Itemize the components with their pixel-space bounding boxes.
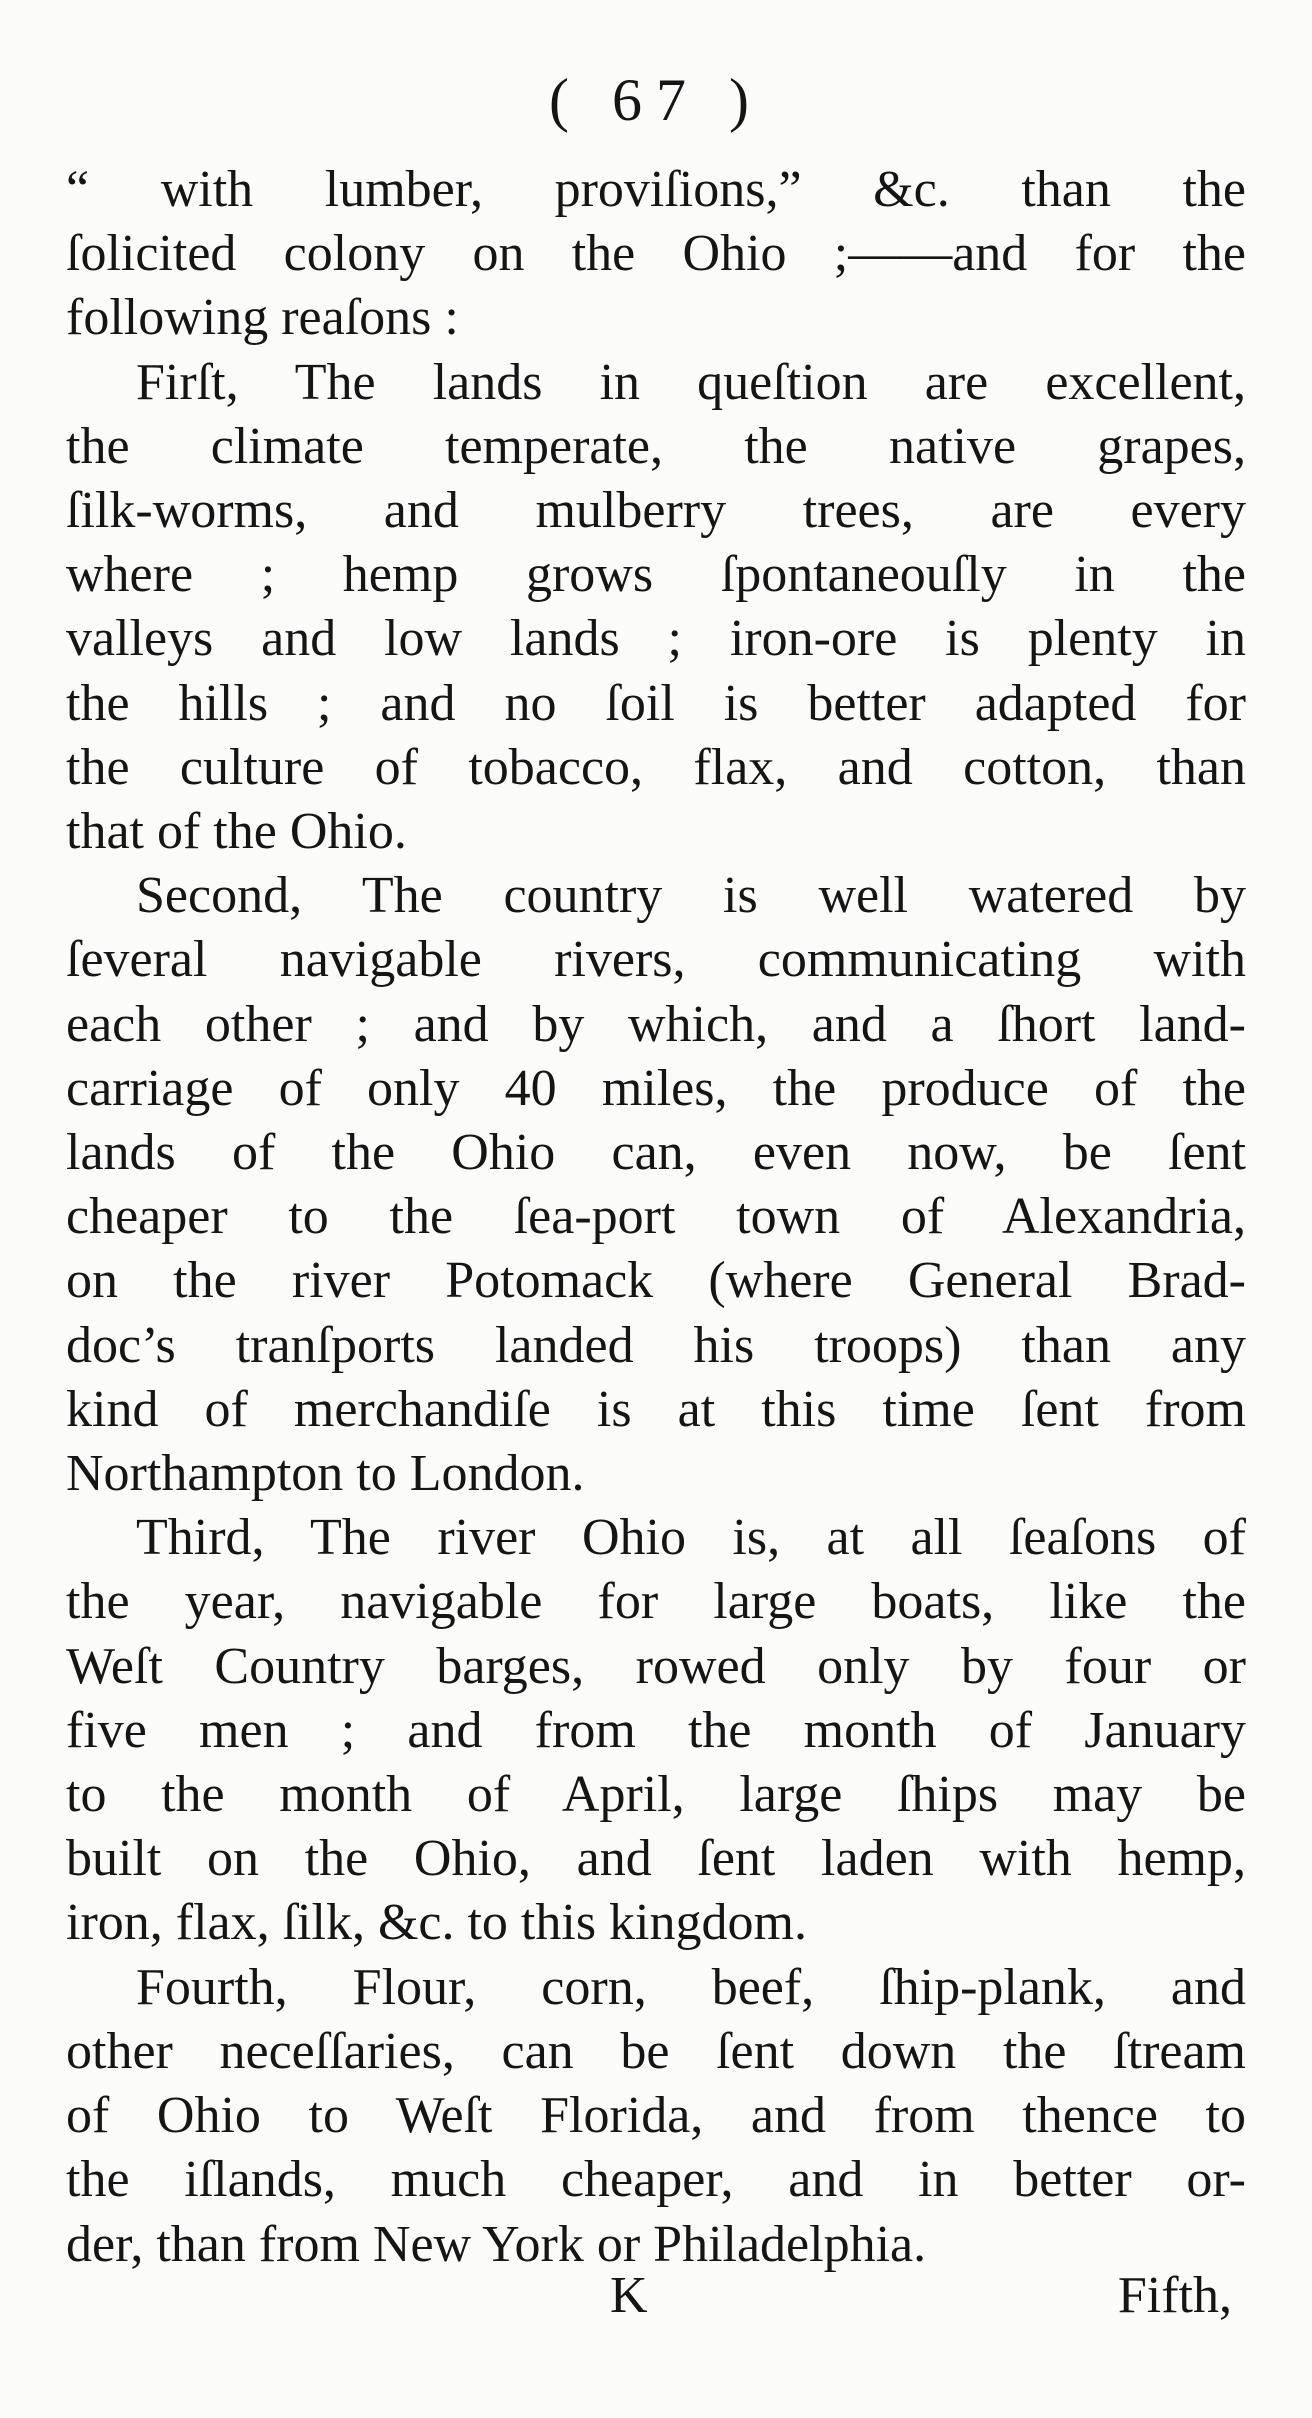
text-line: other neceſſaries, can be ſent down the ſtream <box>66 2022 1246 2080</box>
text-line: to the month of April, large ſhips may be <box>66 1766 1246 1824</box>
page-footer <box>0 2266 1312 2336</box>
text-line: following reaſons : <box>66 289 459 347</box>
text-line: Third, The river Ohio is, at all ſeaſons of <box>136 1509 1246 1567</box>
text-line: where ; hemp grows ſpontaneouſly in the <box>66 546 1246 604</box>
page-number: ( 67 ) <box>549 67 763 133</box>
text-line: the climate temperate, the native grapes, <box>66 417 1246 475</box>
text-line: iron, flax, ſilk, &c. to this kingdom. <box>66 1894 807 1952</box>
text-line: der, than from New York or Philadelphia. <box>66 2215 927 2273</box>
catchword: Fifth, <box>1117 2267 1232 2324</box>
text-line: kind of merchandiſe is at this time ſent from <box>66 1380 1246 1438</box>
text-line: doc’s tranſports landed his troops) than any <box>66 1316 1246 1374</box>
text-line: on the river Potomack (where General Brad- <box>66 1252 1246 1310</box>
text-line: of Ohio to Weſt Florida, and from thence to <box>66 2087 1246 2145</box>
text-line: lands of the Ohio can, even now, be ſent <box>66 1124 1246 1182</box>
text-line: built on the Ohio, and ſent laden with hemp, <box>66 1830 1246 1888</box>
text-line: Northampton to London. <box>66 1445 585 1503</box>
text-line: Second, The country is well watered by <box>136 867 1246 925</box>
text-line: Firſt, The lands in queſtion are excellent, <box>136 353 1246 411</box>
text-line: “ with lumber, proviſions,” &c. than the <box>66 161 1246 218</box>
text-line: valleys and low lands ; iron-ore is plenty in <box>66 610 1246 668</box>
text-line: the iſlands, much cheaper, and in better or- <box>66 2151 1246 2209</box>
body-text <box>66 158 1246 2277</box>
text-line: carriage of only 40 miles, the produce of the <box>66 1059 1246 1117</box>
text-line: five men ; and from the month of January <box>66 1701 1246 1759</box>
text-line: ſolicited colony on the Ohio ;——and for the <box>66 225 1246 283</box>
text-line: the hills ; and no ſoil is better adapted for <box>66 674 1246 732</box>
text-line: that of the Ohio. <box>66 803 407 861</box>
text-line: the year, navigable for large boats, like the <box>66 1573 1246 1631</box>
text-line: cheaper to the ſea-port town of Alexandria, <box>66 1188 1246 1246</box>
text-line: each other ; and by which, and a ſhort land- <box>66 995 1246 1053</box>
text-line: Fourth, Flour, corn, beef, ſhip-plank, and <box>136 1958 1246 2016</box>
signature-mark: K <box>610 2267 648 2324</box>
text-line: ſilk-worms, and mulberry trees, are every <box>66 482 1246 540</box>
text-line: Weſt Country barges, rowed only by four or <box>66 1637 1246 1695</box>
text-line: the culture of tobacco, flax, and cotton, than <box>66 738 1246 796</box>
text-line: ſeveral navigable rivers, communicating with <box>66 931 1246 989</box>
